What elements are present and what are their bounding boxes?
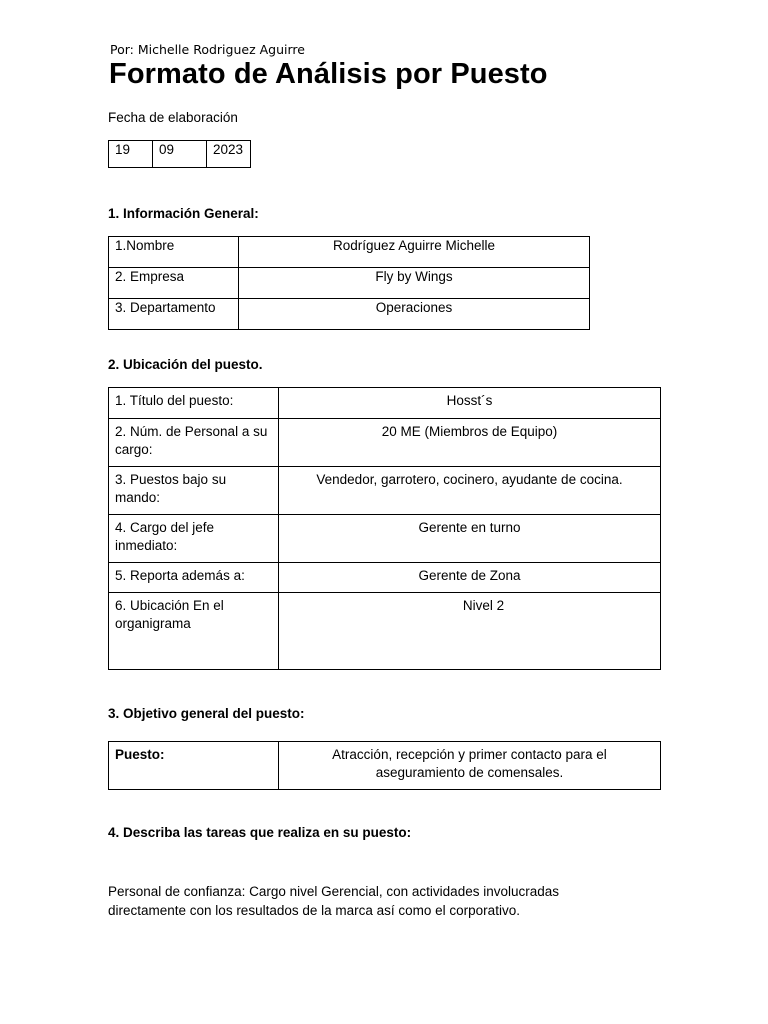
date-table xyxy=(108,140,251,168)
row-value: Gerente de Zona xyxy=(279,563,661,593)
table-row xyxy=(109,593,661,670)
row-label: 3. Departamento xyxy=(109,299,239,330)
row-label: 2. Núm. de Personal a su cargo: xyxy=(109,419,279,467)
table-row xyxy=(109,299,590,330)
author-line: Por: Michelle Rodriguez Aguirre xyxy=(110,42,305,57)
tasks-description: Personal de confianza: Cargo nivel Gerencial, con actividades involucradas directamente con los resultados de la marca así como el corporativo. xyxy=(108,884,560,918)
date-day: 19 xyxy=(109,141,153,168)
table-row xyxy=(109,419,661,467)
objective-value: Atracción, recepción y primer contacto para el aseguramiento de comensales. xyxy=(279,742,661,790)
row-value: Gerente en turno xyxy=(279,515,661,563)
date-year: 2023 xyxy=(207,141,251,168)
table-row xyxy=(109,268,590,299)
table-row xyxy=(109,563,661,593)
section-objective-heading: 3. Objetivo general del puesto: xyxy=(108,706,305,721)
table-row xyxy=(109,388,661,419)
row-value: Rodríguez Aguirre Michelle xyxy=(239,237,590,268)
row-label: 5. Reporta además a: xyxy=(109,563,279,593)
table-row xyxy=(109,237,590,268)
row-value: Vendedor, garrotero, cocinero, ayudante de cocina. xyxy=(279,467,661,515)
section-location-heading: 2. Ubicación del puesto. xyxy=(108,357,263,372)
job-location-table xyxy=(108,387,661,670)
document-title: Formato de Análisis por Puesto xyxy=(109,58,548,90)
table-row xyxy=(109,467,661,515)
section-tasks-heading: 4. Describa las tareas que realiza en su puesto: xyxy=(108,825,412,840)
row-label: 2. Empresa xyxy=(109,268,239,299)
date-month: 09 xyxy=(153,141,207,168)
row-value: Hosst´s xyxy=(279,388,661,419)
row-value: Operaciones xyxy=(239,299,590,330)
row-value: Fly by Wings xyxy=(239,268,590,299)
row-label: 4. Cargo del jefe inmediato: xyxy=(109,515,279,563)
row-value: Nivel 2 xyxy=(279,593,661,670)
objective-label: Puesto: xyxy=(109,742,279,790)
general-info-table xyxy=(108,236,590,330)
objective-table xyxy=(108,741,661,790)
date-label: Fecha de elaboración xyxy=(108,110,238,125)
row-label: 1.Nombre xyxy=(109,237,239,268)
section-general-heading: 1. Información General: xyxy=(108,206,259,221)
row-label: 6. Ubicación En el organigrama xyxy=(109,593,279,670)
row-label: 3. Puestos bajo su mando: xyxy=(109,467,279,515)
table-row xyxy=(109,515,661,563)
row-value: 20 ME (Miembros de Equipo) xyxy=(279,419,661,467)
row-label: 1. Título del puesto: xyxy=(109,388,279,419)
table-row xyxy=(109,742,661,790)
